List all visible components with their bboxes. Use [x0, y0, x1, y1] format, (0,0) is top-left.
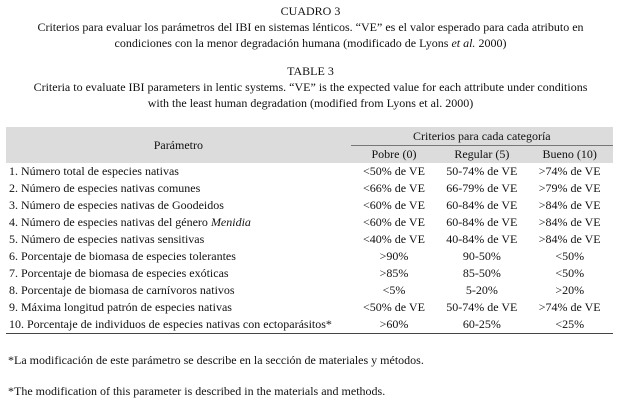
table-row [6, 265, 613, 282]
value-cell-pobre: >90% [351, 248, 438, 265]
parameter-genus-italic: Menidia [210, 215, 251, 229]
parameter-text: 8. Porcentaje de biomasa de carnívoros nativos [9, 283, 235, 297]
english-caption-line-2: with the least human degradation (modified from Lyons et al. 2000) [147, 96, 474, 110]
value-cell-bueno: <25% [526, 316, 613, 334]
value-cell-bueno: >74% de VE [526, 163, 613, 180]
category-header-pobre: Pobre (0) [351, 146, 438, 164]
value-cell-pobre: <60% de VE [351, 214, 438, 231]
value-cell-bueno: >79% de VE [526, 180, 613, 197]
parameter-text: 10. Porcentaje de individuos de especies nativas con ectoparásitos* [9, 317, 332, 331]
footnote-english: *The modification of this parameter is described in the materials and methods. [8, 384, 386, 398]
parameter-text: 4. Número de especies nativas del género [9, 215, 211, 229]
value-cell-regular: 5-20% [437, 282, 526, 299]
parameter-cell [6, 180, 351, 197]
value-cell-pobre: <50% de VE [351, 163, 438, 180]
parameter-text: 2. Número de especies nativas comunes [9, 181, 201, 195]
parameter-cell [6, 231, 351, 248]
table-row [6, 180, 613, 197]
header-row-1 [6, 127, 613, 146]
value-cell-bueno: <50% [526, 265, 613, 282]
english-caption-line-1: Criteria to evaluate IBI parameters in lentic systems. “VE” is the expected value for each attribute under conditions [33, 80, 588, 94]
english-table-label: TABLE 3 [287, 64, 334, 78]
footnote-spanish: *La modificación de este parámetro se describe en la sección de materiales y métodos. [8, 353, 424, 367]
value-cell-regular: 66-79% de VE [437, 180, 526, 197]
spanish-caption-et-al: et al. [451, 36, 476, 50]
table-row [6, 163, 613, 180]
table-row [6, 299, 613, 316]
table-row [6, 197, 613, 214]
parameter-text: 7. Porcentaje de biomasa de especies exóticas [9, 266, 229, 280]
category-header-regular: Regular (5) [437, 146, 526, 164]
value-cell-bueno: >84% de VE [526, 214, 613, 231]
value-cell-regular: 90-50% [437, 248, 526, 265]
parameter-cell [6, 214, 351, 231]
criteria-group-header: Criterios para cada categoría [351, 127, 613, 146]
parameter-cell [6, 197, 351, 214]
value-cell-pobre: >60% [351, 316, 438, 334]
parameter-text: 3. Número de especies nativas de Goodeidos [9, 198, 224, 212]
parameter-text: 1. Número total de especies nativas [9, 164, 179, 178]
spanish-caption-line-2 [0, 35, 621, 51]
parameter-cell [6, 163, 351, 180]
table-row [6, 316, 613, 334]
category-header-bueno: Bueno (10) [526, 146, 613, 164]
value-cell-regular: 60-25% [437, 316, 526, 334]
spanish-caption-line-2-end: 2000) [475, 36, 507, 50]
value-cell-regular: 50-74% de VE [437, 163, 526, 180]
table-row [6, 248, 613, 265]
table-body [6, 163, 613, 334]
value-cell-pobre: <5% [351, 282, 438, 299]
value-cell-pobre: <60% de VE [351, 197, 438, 214]
table-row [6, 282, 613, 299]
value-cell-pobre: <40% de VE [351, 231, 438, 248]
criteria-table [6, 127, 613, 334]
parameter-cell [6, 265, 351, 282]
value-cell-regular: 60-84% de VE [437, 214, 526, 231]
value-cell-bueno: >84% de VE [526, 231, 613, 248]
value-cell-bueno: >84% de VE [526, 197, 613, 214]
value-cell-regular: 60-84% de VE [437, 197, 526, 214]
table-header [6, 127, 613, 163]
spanish-caption-line-2-text: condiciones con la menor degradación humana (modificado de Lyons [114, 36, 452, 50]
value-cell-bueno: >20% [526, 282, 613, 299]
spanish-caption-line-1: Criterios para evaluar los parámetros del IBI en sistemas lénticos. “VE” es el valor esperado para cada atributo en [37, 20, 584, 34]
parameter-text: 9. Máxima longitud patrón de especies nativas [9, 300, 232, 314]
value-cell-pobre: >85% [351, 265, 438, 282]
spanish-table-label: CUADRO 3 [280, 4, 341, 18]
parameter-cell [6, 248, 351, 265]
parameter-cell [6, 282, 351, 299]
parameter-cell [6, 316, 351, 334]
value-cell-regular: 40-84% de VE [437, 231, 526, 248]
table-row [6, 214, 613, 231]
value-cell-pobre: <50% de VE [351, 299, 438, 316]
value-cell-bueno: >74% de VE [526, 299, 613, 316]
parameter-column-header: Parámetro [6, 127, 351, 163]
value-cell-regular: 50-74% de VE [437, 299, 526, 316]
parameter-text: 5. Número de especies nativas sensitivas [9, 232, 205, 246]
table-row [6, 231, 613, 248]
parameter-text: 6. Porcentaje de biomasa de especies tolerantes [9, 249, 236, 263]
value-cell-pobre: <66% de VE [351, 180, 438, 197]
value-cell-regular: 85-50% [437, 265, 526, 282]
parameter-cell [6, 299, 351, 316]
value-cell-bueno: <50% [526, 248, 613, 265]
